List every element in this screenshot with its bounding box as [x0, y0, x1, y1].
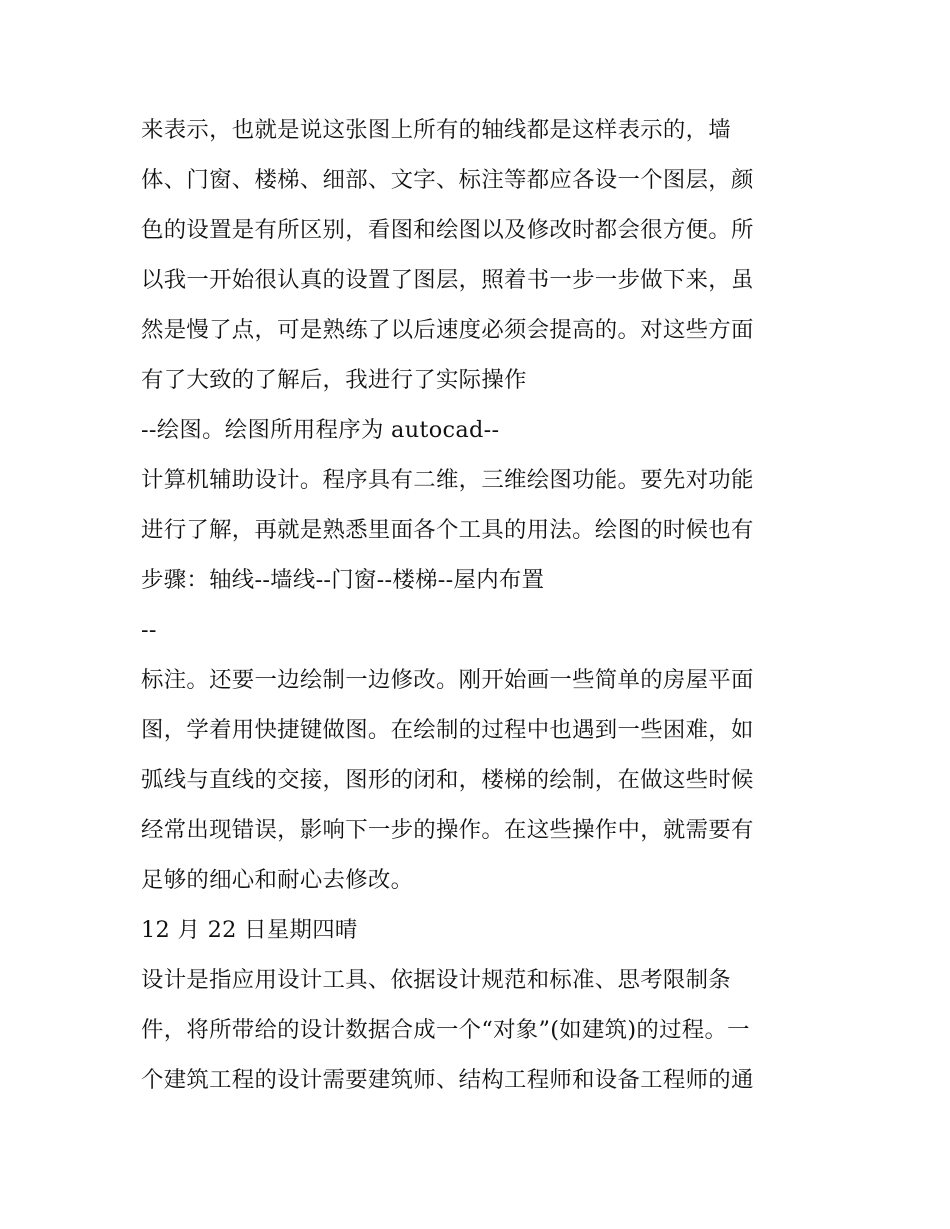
text-line: 计算机辅助设计。程序具有二维，三维绘图功能。要先对功能: [141, 467, 754, 493]
text-line: 足够的细心和耐心去修改。: [141, 867, 414, 893]
text-line: --: [141, 617, 157, 643]
text-line: 进行了解，再就是熟悉里面各个工具的用法。绘图的时候也有: [141, 517, 754, 543]
text-line: 弧线与直线的交接，图形的闭和，楼梯的绘制，在做这些时候: [141, 767, 754, 793]
text-line: 体、门窗、楼梯、细部、文字、标注等都应各设一个图层，颜: [141, 167, 754, 193]
text-line: 来表示，也就是说这张图上所有的轴线都是这样表示的，墙: [141, 117, 731, 143]
text-line: 图，学着用快捷键做图。在绘制的过程中也遇到一些困难，如: [141, 717, 754, 743]
text-line: --绘图。绘图所用程序为 autocad--: [141, 417, 500, 443]
text-line: 经常出现错误，影响下一步的操作。在这些操作中，就需要有: [141, 817, 754, 843]
text-line: 有了大致的了解后，我进行了实际操作: [141, 367, 527, 393]
text-line: 标注。还要一边绘制一边修改。刚开始画一些简单的房屋平面: [141, 667, 754, 693]
date-heading: 12 月 22 日星期四晴: [141, 917, 358, 943]
text-line: 个建筑工程的设计需要建筑师、结构工程师和设备工程师的通: [141, 1067, 754, 1093]
text-line: 件，将所带给的设计数据合成一个“对象”(如建筑)的过程。一: [141, 1017, 750, 1043]
text-line: 设计是指应用设计工具、依据设计规范和标准、思考限制条: [141, 967, 731, 993]
text-line: 然是慢了点，可是熟练了以后速度必须会提高的。对这些方面: [141, 317, 754, 343]
text-line: 以我一开始很认真的设置了图层，照着书一步一步做下来，虽: [141, 267, 754, 293]
document-body: [141, 110, 813, 1110]
text-line: 步骤：轴线--墙线--门窗--楼梯--屋内布置: [141, 567, 545, 593]
text-line: 色的设置是有所区别，看图和绘图以及修改时都会很方便。所: [141, 217, 754, 243]
